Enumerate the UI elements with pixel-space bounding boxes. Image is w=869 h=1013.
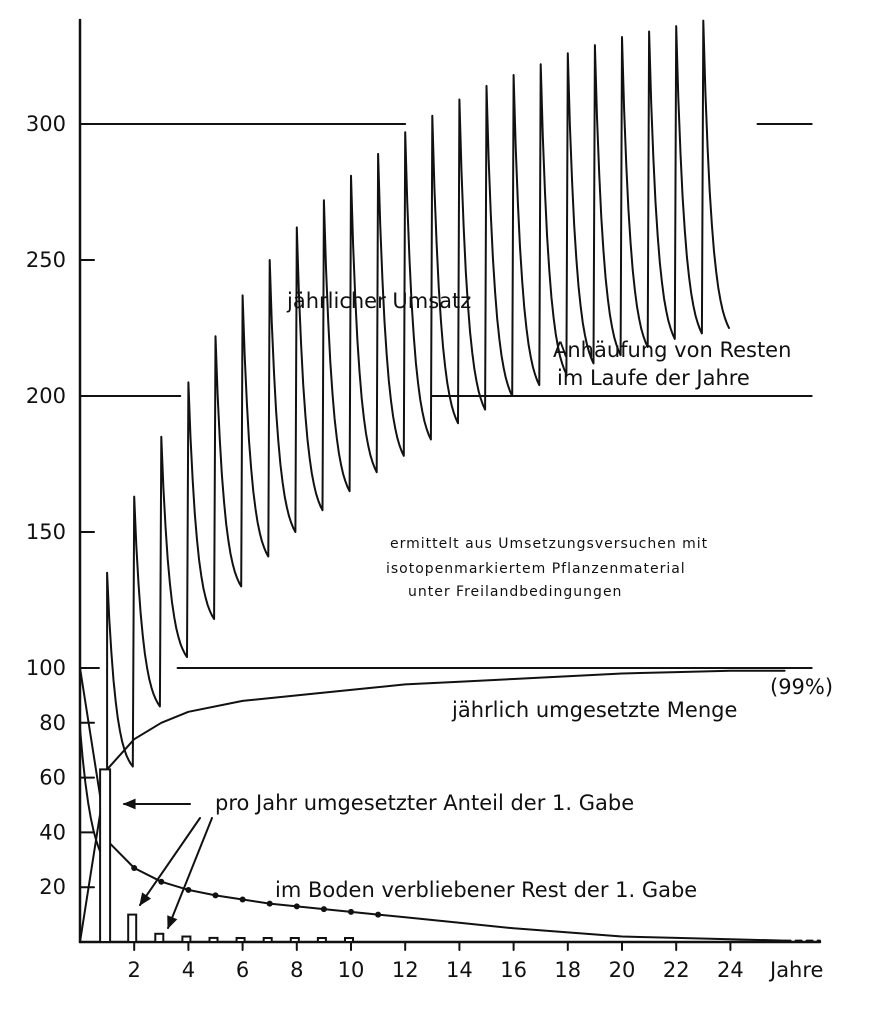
annotation-arrows	[124, 799, 212, 928]
rest-point-9	[321, 906, 327, 912]
rest-point-6	[240, 897, 246, 903]
rest-point-5	[213, 892, 219, 898]
bar-year-2	[128, 915, 136, 942]
x-tick-label-8: 8	[290, 958, 304, 982]
label-anhaeufung-1: Anhäufung von Resten	[553, 338, 792, 362]
x-tick-label-22: 22	[662, 958, 690, 982]
arrow-to-second-bar-shaft	[140, 818, 200, 905]
y-tick-label-40: 40	[39, 820, 66, 845]
label-method-1: ermittelt aus Umsetzungsversuchen mit	[390, 536, 709, 552]
y-tick-label-60: 60	[39, 765, 66, 790]
bar-year-8	[291, 938, 299, 942]
rest-point-7	[267, 901, 273, 907]
x-tick-label-10: 10	[337, 958, 365, 982]
arrow-to-third-bar-shaft	[168, 818, 212, 928]
y-tick-label-80: 80	[39, 710, 66, 735]
x-tick-label-4: 4	[181, 958, 196, 982]
y-tick-label-300: 300	[25, 112, 66, 136]
x-tick-label-6: 6	[235, 958, 250, 982]
rest-point-8	[294, 903, 300, 909]
x-tick-label-20: 20	[608, 958, 636, 982]
y-tick-label-20: 20	[39, 875, 66, 900]
x-tick-label-12: 12	[391, 958, 419, 982]
bar-year-7	[264, 938, 272, 942]
label-x-unit: Jahre	[770, 958, 824, 982]
arrow-to-second-bar-head	[140, 893, 150, 905]
label-anteil: pro Jahr umgesetzter Anteil der 1. Gabe	[215, 791, 635, 815]
x-tick-label-14: 14	[446, 958, 473, 982]
rest-point-10	[348, 909, 354, 915]
label-anhaeufung-2: im Laufe der Jahre	[557, 366, 750, 390]
y-tick-label-100: 100	[25, 656, 66, 680]
rest-point-4	[185, 887, 191, 893]
x-tick-label-2: 2	[127, 958, 141, 982]
rest-point-11	[375, 912, 381, 918]
arrow-to-third-bar-head	[168, 916, 177, 928]
label-percent: (99%)	[770, 675, 834, 699]
x-tick-label-24: 24	[717, 958, 744, 982]
y-tick-label-200: 200	[25, 384, 66, 408]
label-method-3: unter Freilandbedingungen	[408, 584, 623, 600]
rest-point-3	[158, 879, 164, 885]
x-ticks	[128, 942, 744, 982]
arrow-to-first-bar-head	[124, 799, 135, 808]
series-jaehrlicher-umsatz	[80, 21, 729, 865]
bar-year-9	[318, 938, 326, 942]
bar-year-10	[345, 938, 353, 942]
rest-point-2	[131, 865, 137, 871]
label-rest: im Boden verbliebener Rest der 1. Gabe	[275, 878, 698, 902]
y-ticks	[26, 112, 94, 899]
bar-year-6	[237, 938, 245, 942]
label-menge: jährlich umgesetzte Menge	[452, 698, 738, 722]
bar-year-1	[100, 769, 110, 942]
x-tick-label-16: 16	[500, 958, 527, 982]
label-method-2: isotopenmarkiertem Pflanzenmaterial	[386, 561, 686, 577]
label-jaehrlicher-umsatz: jährlicher Umsatz	[287, 289, 472, 313]
y-tick-label-250: 250	[25, 248, 66, 272]
bar-year-3	[155, 934, 163, 942]
x-tick-label-18: 18	[554, 958, 582, 982]
bar-year-5	[210, 938, 218, 942]
bar-year-4	[182, 937, 190, 942]
y-tick-label-150: 150	[25, 520, 66, 544]
